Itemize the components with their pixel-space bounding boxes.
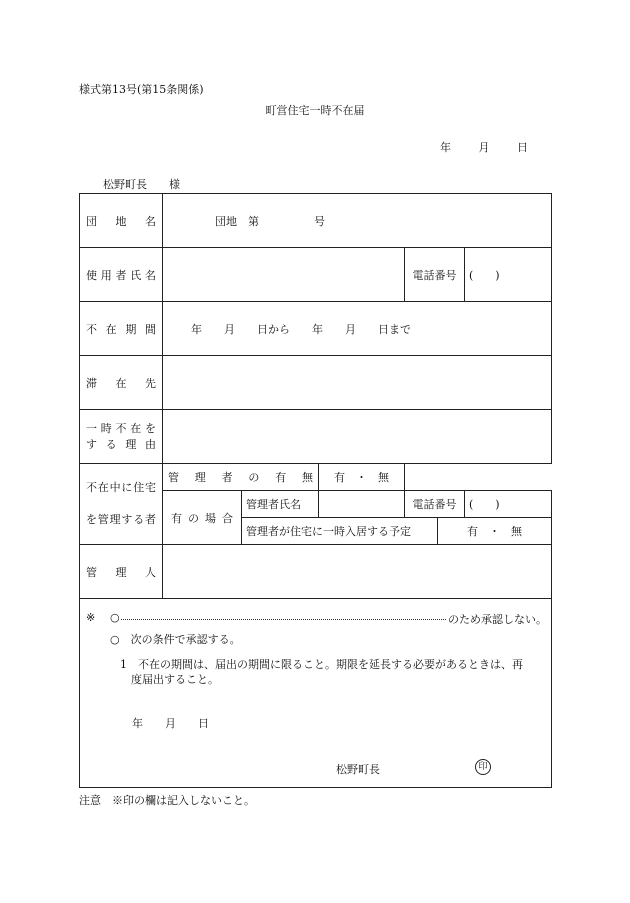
manager-exists-label: 管理者の有無 (163, 464, 319, 491)
absence-period-field[interactable]: 年 月 日から 年 月 日まで (163, 302, 552, 356)
submission-date (440, 139, 528, 155)
absence-reason-label (80, 410, 163, 464)
custodian-label-line1: 不在中に住宅 (86, 481, 156, 494)
blank-cell (405, 464, 552, 491)
approval-section (79, 598, 552, 788)
custodian-field[interactable] (163, 545, 552, 599)
day-label: 日 (517, 141, 528, 154)
manager-phone-field[interactable]: ( ) (465, 491, 552, 518)
complex-name-field[interactable]: 団地 第 号 (163, 194, 552, 248)
year-label: 年 (440, 141, 451, 154)
custodian-during-absence-label (80, 464, 163, 545)
custodian-label-line2: を管理する者 (86, 513, 156, 526)
application-table (79, 193, 552, 599)
absence-reason-field[interactable] (163, 410, 552, 464)
form-number: 様式第13号(第15条関係) (79, 83, 204, 96)
move-in-plan-label: 管理者が住宅に一時入居する予定 (242, 518, 438, 545)
manager-name-field[interactable] (319, 491, 405, 518)
reject-reason-dotted-line[interactable] (121, 611, 446, 620)
approve-option[interactable]: ○ 次の条件で承認する。 (110, 633, 241, 646)
manager-exists-choice[interactable]: 有 ・ 無 (319, 464, 405, 491)
absence-period-label: 不 在 期 間 (80, 302, 163, 356)
phone-field[interactable]: ( ) (465, 248, 552, 302)
approval-date: 年 月 日 (132, 717, 209, 730)
custodian-label: 管 理 人 (80, 545, 163, 599)
absence-reason-label-line2: する理由 (86, 437, 156, 451)
footnote: 注意 ※印の欄は記入しないこと。 (79, 794, 255, 807)
mayor-signature-label: 松野町長 (336, 763, 380, 776)
seal-icon: 印 (475, 759, 491, 775)
complex-name-label: 団 地 名 (80, 194, 163, 248)
addressee: 松野町長 様 (103, 178, 180, 191)
reject-option-circle[interactable]: ○ (110, 611, 120, 624)
reject-option-text: のため承認しない。 (448, 613, 547, 626)
if-exists-label: 有 の 場 合 (163, 491, 242, 545)
move-in-plan-choice[interactable]: 有 ・ 無 (438, 518, 552, 545)
month-label: 月 (478, 141, 490, 154)
destination-field[interactable] (163, 356, 552, 410)
destination-label: 滞 在 先 (80, 356, 163, 410)
manager-name-label: 管理者氏名 (242, 491, 319, 518)
manager-phone-label: 電話番号 (405, 491, 465, 518)
user-name-field[interactable] (163, 248, 405, 302)
user-name-label: 使用者氏名 (80, 248, 163, 302)
form-title: 町営住宅一時不在届 (265, 104, 365, 117)
condition-1-line1: 1 不在の期間は、届出の期間に限ること。期限を延長する必要があるときは、再 (120, 658, 523, 671)
absence-reason-label-line1: 一時不在を (86, 421, 156, 435)
condition-1-line2: 度届出すること。 (131, 673, 219, 686)
office-use-mark: ※ (86, 611, 96, 624)
phone-label: 電話番号 (405, 248, 465, 302)
